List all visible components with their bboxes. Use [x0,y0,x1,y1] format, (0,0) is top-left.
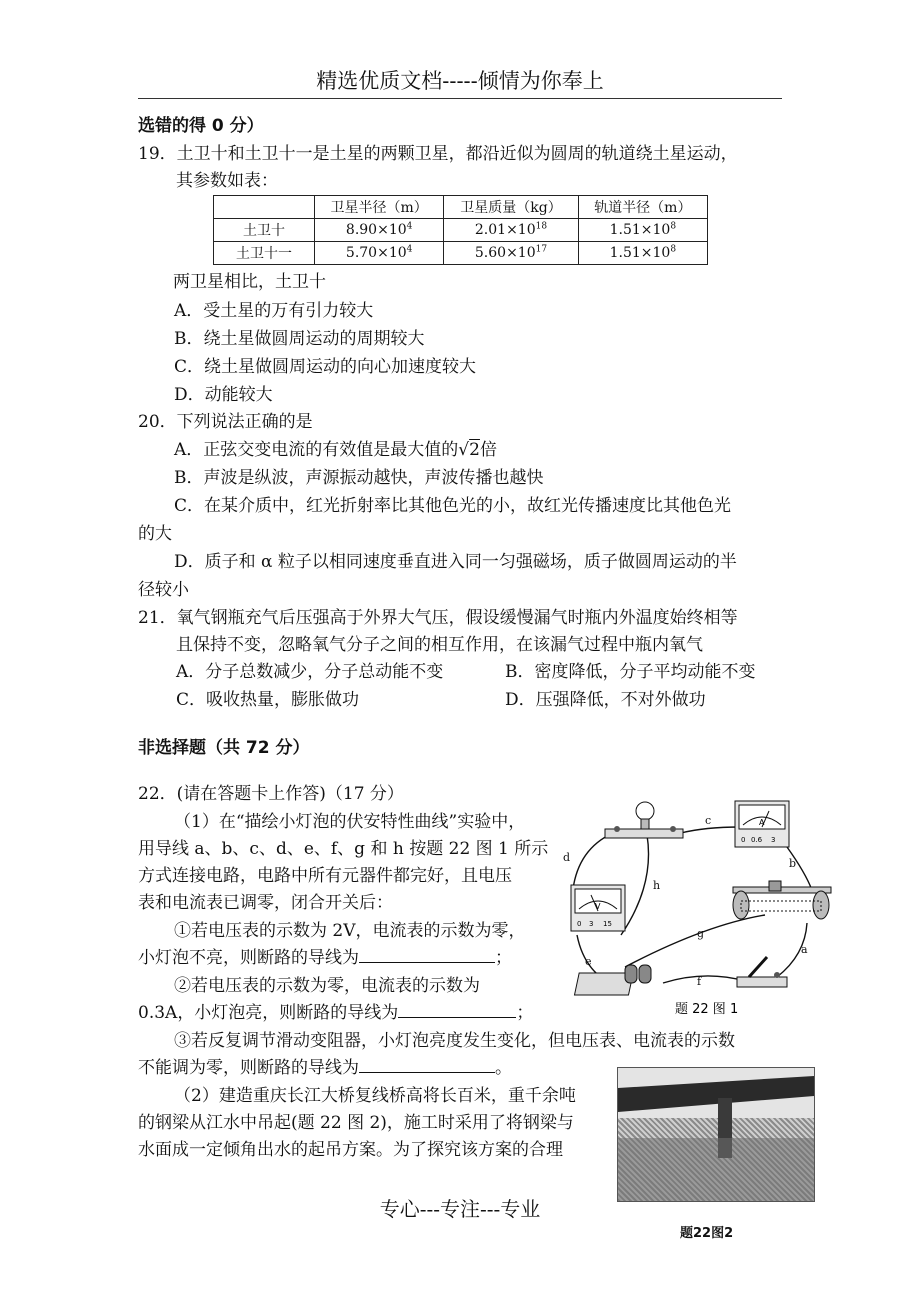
header-rule [138,98,782,99]
satellite-radius: $5.70\times 10^4$ [315,242,444,265]
ammeter-icon [735,801,789,847]
wire-g [625,915,765,967]
voltmeter-icon [571,885,625,931]
voltmeter-terminal-label: 3 [589,920,594,928]
wire-c [681,827,740,833]
wire-label-h: h [653,879,661,892]
q19-option-d: D．动能较大 [174,385,273,405]
satellite-mass: $5.60\times 10^{17}$ [444,242,578,265]
ammeter-terminal-label: 3 [771,836,776,844]
answer-blank[interactable] [359,1057,495,1073]
table-header-cell: 卫星半径（m） [315,196,444,219]
q22-p2-line1: （2）建造重庆长江大桥复线桥高将长百米，重千余吨 [174,1086,576,1106]
q22-sub2-line2: 0.3A，小灯泡亮，则断路的导线为 ； [138,1003,534,1023]
voltmeter-terminal-label: 0 [577,920,582,928]
q20-option-d-line2: 径较小 [138,580,189,600]
q20-option-b: B．声波是纵波，声源振动越快，声波传播也越快 [174,468,544,488]
q19-stem-line1: 19．土卫十和土卫十一是土星的两颗卫星，都沿近似为圆周的轨道绕土星运动， [138,144,738,164]
q22-p1-line1: （1）在“描绘小灯泡的伏安特性曲线”实验中， [174,812,526,832]
ammeter-terminal-label: 0 [741,836,746,844]
q21-option-d: D．压强降低，不对外做功 [505,690,706,710]
light-bulb-icon [636,802,654,820]
rheostat-icon [733,881,831,919]
q19-option-a: A．受土星的万有引力较大 [174,301,374,321]
voltmeter-terminal-label: 15 [603,920,612,928]
wire-b [787,847,813,893]
answer-blank[interactable] [359,947,495,963]
q22-sub3-line2: 不能调为零，则断路的导线为 。 [138,1058,512,1078]
table-header-row [214,196,708,219]
wire-f [663,976,745,983]
q20-option-d-line1: D．质子和 α 粒子以相同速度垂直进入同一匀强磁场，质子做圆周运动的半 [174,552,737,572]
q22-p1-line2: 用导线 a、b、c、d、e、f、g 和 h 按题 22 图 1 所示 [138,839,549,859]
page-header: 精选优质文档-----倾情为你奉上 [316,69,604,93]
satellite-parameter-table [213,195,708,265]
wire-label-e: e [585,955,592,968]
satellite-name: 土卫十一 [214,242,315,265]
wire-label-g: g [697,927,705,940]
q21-option-c: C．吸收热量，膨胀做功 [176,690,360,710]
q21-option-b: B．密度降低，分子平均动能不变 [505,662,756,682]
satellite-name: 土卫十 [214,219,315,242]
table-header-cell [214,196,315,219]
wire-label-d: d [563,851,571,864]
q22-p2-line3: 水面成一定倾角出水的起吊方案。为了探究该方案的合理 [138,1140,563,1160]
q22-sub3-line1: ③若反复调节滑动变阻器，小灯泡亮度发生变化，但电压表、电流表的示数 [174,1031,735,1051]
q22-sub1-line1: ①若电压表的示数为 2V，电流表的示数为零， [174,921,526,941]
previous-question-tail: 选错的得 0 分） [138,116,264,136]
switch-icon [737,957,787,987]
wire-label-f: f [697,975,702,988]
q21-option-a: A．分子总数减少，分子总动能不变 [176,662,444,682]
table-header-cell: 轨道半径（m） [578,196,707,219]
voltmeter-symbol: V [595,902,601,911]
sqrt-sign-icon: √ [458,440,470,460]
q19-lead: 两卫星相比，土卫十 [173,272,326,292]
q21-stem-line2: 且保持不变，忽略氧气分子之间的相互作用，在该漏气过程中瓶内氧气 [176,635,703,655]
q21-stem-line1: 21．氧气钢瓶充气后压强高于外界大气压，假设缓慢漏气时瓶内外温度始终相等 [138,608,738,628]
q20-option-c-line2: 的大 [138,524,172,544]
figure-1-caption: 题 22 图 1 [675,1002,739,1017]
satellite-mass: $2.01\times 10^{18}$ [444,219,578,242]
q20-option-a: A．正弦交变电流的有效值是最大值的√2倍 [174,440,497,460]
orbit-radius: $1.51\times 10^8$ [578,219,707,242]
orbit-radius: $1.51\times 10^8$ [578,242,707,265]
ammeter-symbol: A [759,818,765,827]
q22-p1-line3: 方式连接电路，电路中所有元器件都完好，且电压 [138,866,512,886]
q19-stem-line2: 其参数如表： [176,171,278,191]
q20-stem: 20．下列说法正确的是 [138,412,313,432]
wire-label-c: c [705,814,712,827]
section-title: 非选择题（共 72 分） [138,738,310,758]
q22-p1-line4: 表和电流表已调零，闭合开关后： [138,893,393,913]
bridge-photo [617,1067,815,1202]
figure-2-caption: 题22图2 [680,1226,734,1241]
q22-sub2-line1: ②若电压表的示数为零，电流表的示数为 [174,976,480,996]
q19-option-c: C．绕土星做圆周运动的向心加速度较大 [174,357,477,377]
page-footer: 专心---专注---专业 [379,1197,541,1221]
q22-sub1-line2: 小灯泡不亮，则断路的导线为 ； [138,948,512,968]
wire-label-b: b [789,857,797,870]
battery-icon [574,965,651,995]
q22-p2-line2: 的钢梁从江水中吊起(题 22 图 2)，施工时采用了将钢梁与 [138,1113,574,1133]
circuit-diagram-figure [555,795,845,1020]
wire-label-a: a [801,943,808,956]
answer-blank[interactable] [398,1002,516,1018]
q20-option-c-line1: C．在某介质中，红光折射率比其他色光的小，故红光传播速度比其他色光 [174,496,732,516]
lamp-board [605,802,683,838]
satellite-radius: $8.90\times 10^4$ [315,219,444,242]
q19-option-b: B．绕土星做圆周运动的周期较大 [174,329,425,349]
ammeter-terminal-label: 0.6 [751,836,763,844]
table-header-cell: 卫星质量（kg） [444,196,578,219]
q22-stem: 22．(请在答题卡上作答)（17 分） [138,784,404,804]
table-row [214,242,708,265]
table-row [214,219,708,242]
